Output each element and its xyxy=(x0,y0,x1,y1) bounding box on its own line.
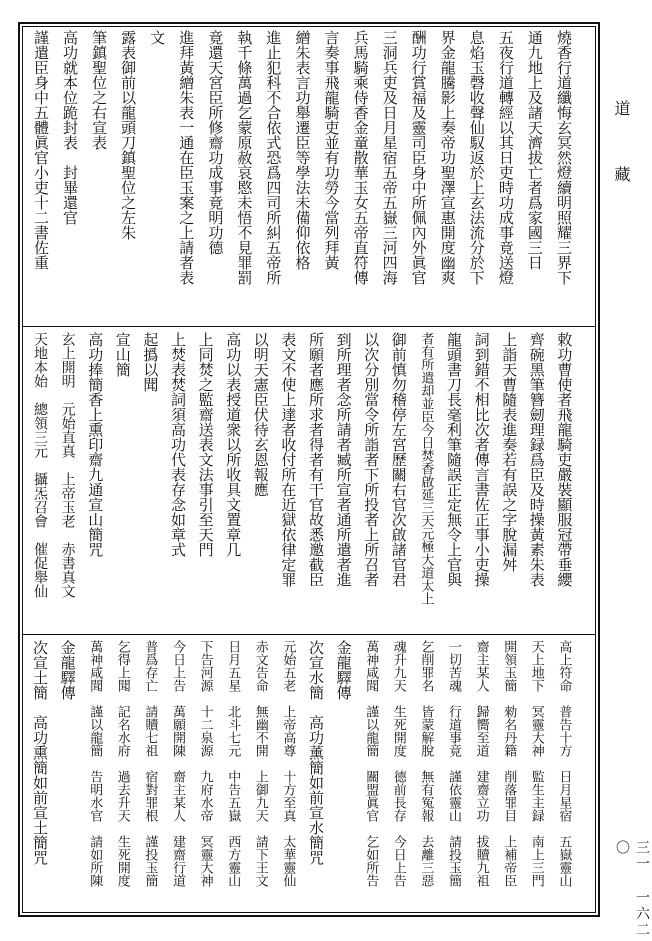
text-column: 筆鎮聖位之右宣表 xyxy=(90,30,109,150)
text-column: 魂升九天 生死開度 德前長存 今日上告 xyxy=(390,640,406,887)
text-column: 下告河源 十二泉源 九府水帝 冥靈大神 xyxy=(197,640,213,887)
text-column: 燒香行道纖悔玄冥然燈續明照耀三界下 xyxy=(554,30,573,285)
text-column: 齋主某人 歸嚮至道 建齋立功 拔贖九祖 xyxy=(473,640,489,887)
text-column: 赤文告命 無幽不開 上御九天 請下王文 xyxy=(252,640,268,887)
text-column: 進止犯科不合依式恐爲四司所糾五帝所 xyxy=(264,30,283,285)
text-column: 齊碗黑筆簪劒理録爲臣及時操黃素朱表 xyxy=(527,332,546,587)
text-column: 露表御前以龍頭刀鎮聖位之左朱 xyxy=(119,30,138,240)
text-column: 酬功行賞福及靈司臣身中所佩內外眞官 xyxy=(409,30,428,285)
text-column: 萬神咸聞 謹以龍簡 關盟眞官 乞如所告 xyxy=(363,640,379,887)
text-column: 宣山簡 xyxy=(113,332,132,377)
margin-title: 道 藏 xyxy=(612,100,631,188)
text-column: 界金龍騰影上奏帝功聖澤宣惠開度幽爽 xyxy=(438,30,457,285)
text-column: 竟還天宮臣所修齋功成事竟明功德 xyxy=(206,30,225,255)
text-column: 言奏事飛龍騎吏並有功勞今當列拜黃 xyxy=(322,30,341,270)
text-column: 高上符命 普告十方 日月星宿 五嶽靈山 xyxy=(556,640,572,887)
text-column: 表文不使上達者收付所在近獄依律定罪 xyxy=(279,332,298,587)
text-column: 元始五老 上帝高尊 十方至真 太華靈仙 xyxy=(280,640,296,887)
text-column: 息焰玉磬收聲仙馭返於上玄法流分於下 xyxy=(467,30,486,285)
text-column: 三洞兵吏及日月星宿五帝五嶽三河四海 xyxy=(380,30,399,285)
text-column: 到所理者念所請者臧所宣者通所遣者進 xyxy=(334,332,353,587)
page-number: 三一 一六二〇 xyxy=(614,840,650,938)
text-column: 兵馬騎乘侍香金童散華玉女五帝直符傳 xyxy=(351,30,370,285)
text-column: 高功就本位跪封表 封畢還官 xyxy=(61,30,80,225)
text-column: 敕功曹使者飛龍騎吏嚴裝顯服冠帶垂纓 xyxy=(555,332,574,587)
text-column: 次宣土簡 高功熏簡如前宣土簡咒 xyxy=(31,640,49,865)
text-column: 以明天憲臣伏待玄恩報應 xyxy=(251,332,270,497)
text-column: 繒朱表言功舉遷臣等學法未備仰依格 xyxy=(293,30,312,270)
text-column: 五夜行道轉經以其日吏時功成事竟送燈 xyxy=(496,30,515,285)
text-column: 天上地下 冥靈大神 監生主録 南上三門 xyxy=(528,640,544,887)
text-column: 者有所遣却並臣今日焚香啟延三天元極大道太上 xyxy=(418,332,434,605)
text-column: 文 xyxy=(148,30,167,45)
text-column: 金龍驛傳 xyxy=(58,640,77,700)
text-column: 龍頭書刀長毫利筆隨誤正定無令上官與 xyxy=(445,332,463,587)
text-column: 普爲存亡 請贖七祖 宿對罪根 謹投玉簡 xyxy=(142,640,158,887)
text-column: 乞得上聞 記名水府 過去升天 生死開度 xyxy=(114,640,130,887)
text-column: 次宣水簡 高功薰簡如前宣水簡咒 xyxy=(307,640,325,865)
text-column: 萬神咸聞 謹以龍簡 告明水官 請如所陳 xyxy=(87,640,103,887)
text-column: 高功捧簡香上熏印齋九通宣山簡咒 xyxy=(86,332,105,557)
section-divider-lower xyxy=(22,634,596,635)
text-column: 上同焚之監齋送表文法事引至天門 xyxy=(196,332,215,557)
text-column: 日月五星 北斗七元 中告五嶽 西方靈山 xyxy=(225,640,241,887)
text-column: 高功以表授道衆以所收具文置章几 xyxy=(224,332,243,557)
text-column: 金龍驛傳 xyxy=(334,640,353,700)
text-column: 以次分別當令所詣者下所投者上所召者 xyxy=(362,332,381,587)
text-column: 通九地上及諸天濟拔亡者爲家國三日 xyxy=(525,30,544,270)
text-column: 御前慎勿稽停左宮歷關右官次啟諸官君 xyxy=(389,332,408,587)
section-divider-upper xyxy=(22,326,596,327)
text-column: 一切苦魂 行道事竟 謹依靈山 請投玉簡 xyxy=(446,640,461,887)
text-column: 玄上開明 元始直真 上帝玉老 赤書真文 xyxy=(59,332,76,598)
text-column: 進拜黃繒朱表一通在臣玉案之上請者表 xyxy=(177,30,196,285)
text-column: 天地本始 總領三元 攝炁召會 催促舉仙 xyxy=(32,332,48,598)
text-column: 今日上告 萬願開陳 齋主某人 建齋行道 xyxy=(170,640,185,887)
text-column: 上焚表焚詞須高功代表存念如章式 xyxy=(169,332,187,557)
text-column: 乞削罪名 皆蒙解脫 無有冤報 去離三惡 xyxy=(418,640,434,887)
text-column: 所願者應所求者得者有干官故悉邀截臣 xyxy=(307,332,325,587)
text-column: 起撝以聞 xyxy=(141,332,160,392)
text-column: 謹遣臣身中五體眞官小吏十二書佐重 xyxy=(32,30,50,270)
text-column: 開領玉簡 勑名丹籍 削落罪目 上補帝臣 xyxy=(501,640,517,887)
text-column: 執千條萬過乞蒙原赦哀愍未悟不見罪罰 xyxy=(235,30,254,285)
text-column: 詞到錯不相比次者傳言書佐正事小吏操 xyxy=(472,332,491,587)
text-column: 上詣天曹隨表進奏若有誤之字脫漏舛 xyxy=(500,332,519,572)
